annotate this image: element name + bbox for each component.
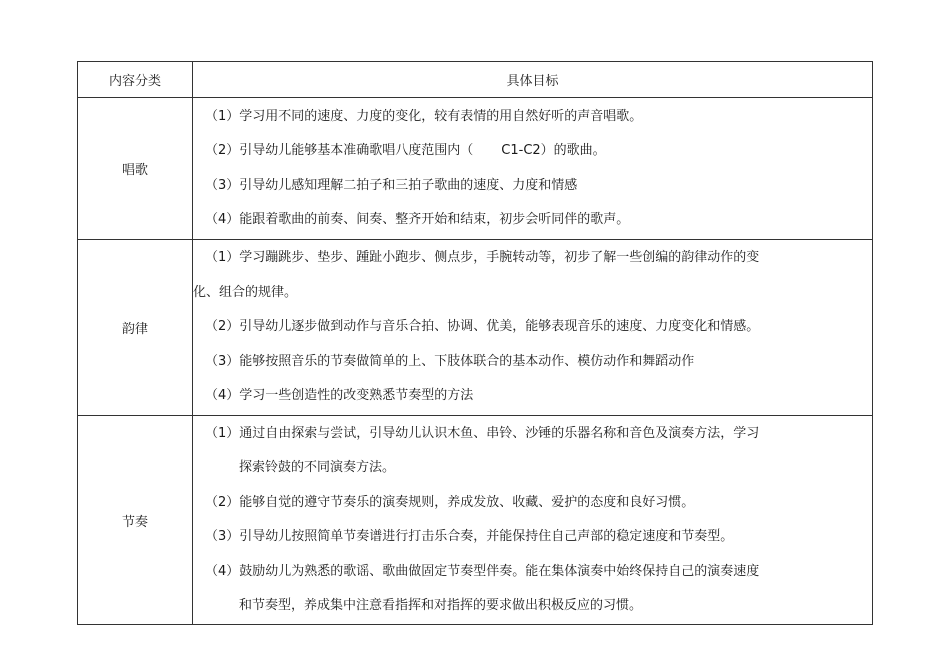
table-row xyxy=(78,240,873,416)
goal-line: （1）学习用不同的速度、力度的变化，较有表情的用自然好听的声音唱歌。 xyxy=(205,108,643,124)
goal-line-part: （2）引导幼儿能够基本准确歌唱八度范围内（ xyxy=(205,143,474,158)
goal-line xyxy=(193,134,872,169)
goal-line: 化、组合的规律。 xyxy=(193,284,298,300)
goal-line: （3）能够按照音乐的节奏做简单的上、下肢体联合的基本动作、模仿动作和舞蹈动作 xyxy=(205,353,695,369)
goal-line: 探索铃鼓的不同演奏方法。 xyxy=(239,460,396,475)
goal-line: （4）鼓励幼儿为熟悉的歌谣、歌曲做固定节奏型伴奏。能在集体演奏中始终保持自己的演奏速度 xyxy=(205,563,760,579)
category-rhythm-movement: 韵律 xyxy=(78,240,193,416)
table-row xyxy=(78,98,873,240)
goals-table xyxy=(77,61,873,625)
goal-line: （4）能跟着歌曲的前奏、间奏、整齐开始和结束，初步会听同伴的歌声。 xyxy=(205,212,630,227)
goals-rhythm-movement xyxy=(193,240,873,416)
goal-line: 和节奏型，养成集中注意看指挥和对指挥的要求做出积极反应的习惯。 xyxy=(239,598,643,613)
category-singing: 唱歌 xyxy=(78,98,193,240)
goal-line: （3）引导幼儿按照简单节奏谱进行打击乐合奏，并能保持住自己声部的稳定速度和节奏型。 xyxy=(205,529,734,544)
goal-line: （4）学习一些创造性的改变熟悉节奏型的方法 xyxy=(205,388,474,404)
header-goal: 具体目标 xyxy=(193,62,873,98)
goal-line: （3）引导幼儿感知理解二拍子和三拍子歌曲的速度、力度和情感 xyxy=(205,177,578,193)
header-category: 内容分类 xyxy=(78,62,193,98)
table-header-row xyxy=(78,62,873,98)
goals-singing xyxy=(193,98,873,240)
goal-line-part: C1-C2）的歌曲。 xyxy=(501,143,606,158)
goals-rhythm xyxy=(193,416,873,625)
goal-line: （2）能够自觉的遵守节奏乐的演奏规则，养成发放、收藏、爱护的态度和良好习惯。 xyxy=(205,494,695,510)
goal-line: （1）通过自由探索与尝试，引导幼儿认识木鱼、串铃、沙锤的乐器名称和音色及演奏方法，学习 xyxy=(205,425,760,441)
category-rhythm: 节奏 xyxy=(78,416,193,625)
goal-line: （1）学习蹦跳步、垫步、踵趾小跑步、侧点步，手腕转动等，初步了解一些创编的韵律动作的变 xyxy=(205,250,760,266)
table-row xyxy=(78,416,873,625)
goal-line: （2）引导幼儿逐步做到动作与音乐合拍、协调、优美，能够表现音乐的速度、力度变化和情感。 xyxy=(205,319,760,335)
